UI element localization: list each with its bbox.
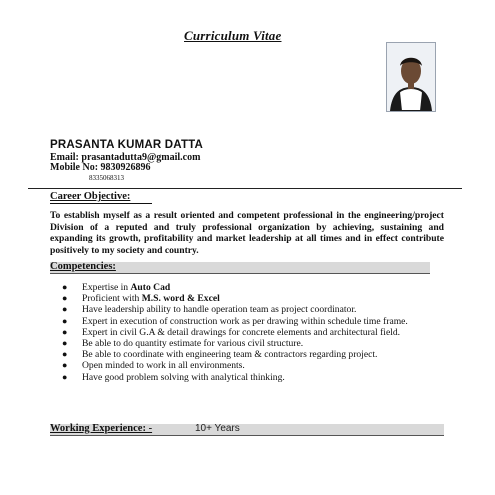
- profile-photo: [386, 42, 436, 112]
- bullet-icon: ●: [62, 349, 68, 360]
- list-item: ● Expertise in Auto Cad: [62, 282, 171, 293]
- bullet-icon: ●: [62, 326, 68, 337]
- career-objective-heading: Career Objective:: [50, 191, 131, 202]
- list-item: ● Expert in civil G.A & detail drawings for concrete elements and architectural field.: [62, 326, 401, 338]
- work-experience-heading: Working Experience: -: [50, 423, 153, 434]
- competencies-list: [50, 282, 444, 383]
- bullet-icon: ●: [62, 360, 68, 371]
- bullet-icon: ●: [62, 293, 68, 304]
- career-objective-text: To establish myself as a result oriented and competent professional in the engineering/project Division of a reputed and truly professional organization by achieving, sustaining and expanding its growth, profitability and market leadership at all times and in effect contribute positively to my society and country.: [50, 210, 444, 256]
- list-item: ● Be able to do quantity estimate for various civil structure.: [62, 338, 304, 350]
- list-item: ● Expert in execution of construction work as per drawing within schedule time frame.: [62, 315, 408, 327]
- bullet-icon: ●: [62, 282, 68, 292]
- list-item: ● Have good problem solving with analytical thinking.: [62, 371, 285, 383]
- document-title: Curriculum Vitae: [184, 28, 282, 43]
- bullet-icon: ●: [62, 304, 68, 315]
- experience-years: 10+ Years: [195, 423, 240, 434]
- bullet-icon: ●: [62, 371, 68, 382]
- list-item: ● Have leadership ability to handle operation team as project coordinator.: [62, 304, 357, 316]
- list-item: ● Open minded to work in all environments.: [62, 360, 245, 372]
- competencies-heading: Competencies:: [50, 261, 116, 272]
- bullet-icon: ●: [62, 315, 68, 326]
- email-line: Email: prasantadutta9@gmail.com: [50, 152, 201, 163]
- list-item: ● Proficient with M.S. word & Excel: [62, 293, 220, 305]
- career-objective-heading-bar: [50, 192, 152, 204]
- competencies-heading-bar: [50, 262, 430, 274]
- list-item: ● Be able to coordinate with engineering team & contractors regarding project.: [62, 349, 378, 361]
- mobile-line: Mobile No: 9830926896: [50, 162, 151, 173]
- header-divider: [28, 188, 462, 189]
- mobile-alternate: 8335068313: [89, 174, 124, 182]
- work-experience-heading-bar: [50, 424, 444, 436]
- candidate-name: PRASANTA KUMAR DATTA: [50, 139, 204, 151]
- bullet-icon: ●: [62, 338, 68, 349]
